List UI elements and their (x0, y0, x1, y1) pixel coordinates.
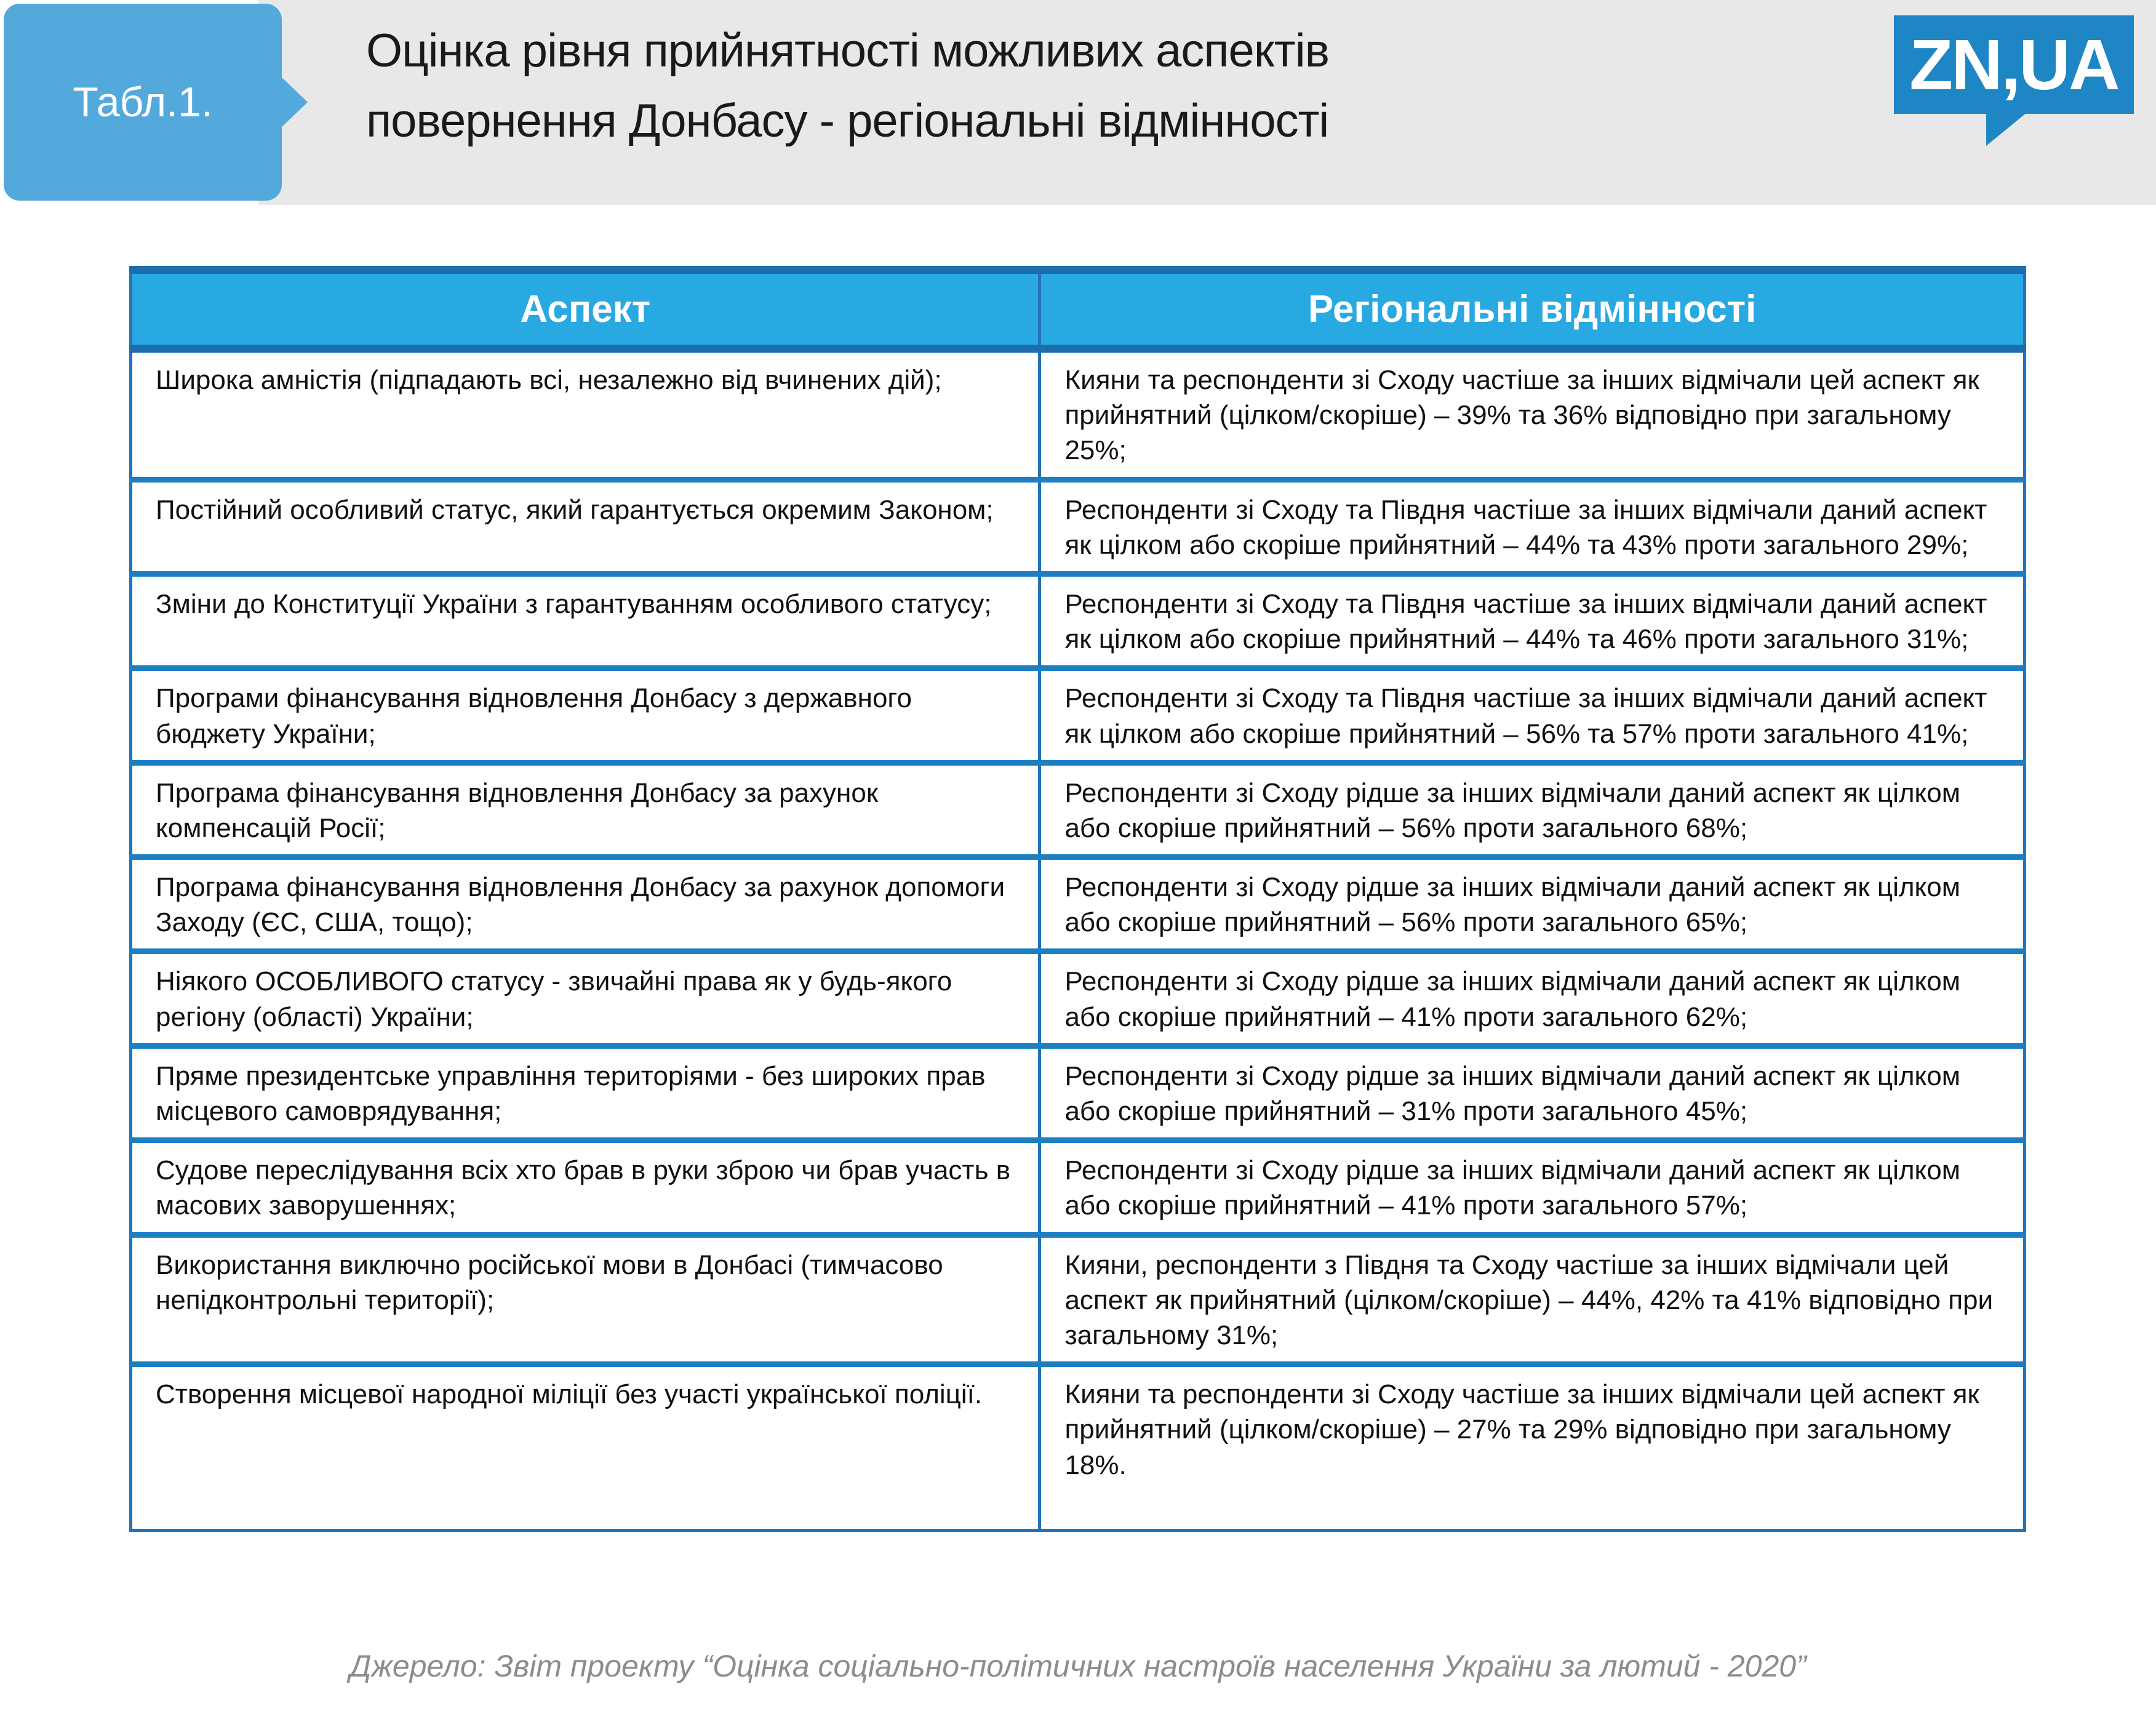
znua-logo-text: ZN,UA (1909, 25, 2118, 105)
logo-speech-tail (1986, 113, 2027, 146)
aspect-cell: Ніякого ОСОБЛИВОГО статусу - звичайні права як у будь-якого регіону (області) України; (131, 952, 1040, 1046)
aspect-cell: Постійний особливий статус, який гарантується окремим Законом; (131, 479, 1040, 574)
table-row (131, 1140, 2025, 1235)
table-header-row (131, 270, 2025, 349)
table-body (131, 349, 2025, 1531)
aspect-cell: Програма фінансування відновлення Донбасу за рахунок компенсацій Росії; (131, 763, 1040, 857)
column-header-aspect: Аспект (131, 270, 1040, 349)
difference-cell: Респонденти зі Сходу рідше за інших відмічали даний аспект як цілком або скоріше прийнятний – 56% проти загального 65%; (1040, 857, 2025, 952)
aspect-cell: Використання виключно російської мови в Донбасі (тимчасово непідконтрольні території); (131, 1235, 1040, 1364)
difference-cell: Кияни, респонденти з Півдня та Сходу частіше за інших відмічали цей аспект як прийнятний (цілком/скоріше) – 44%, 42% та 41% відповідно при загальному 31%; (1040, 1235, 2025, 1364)
difference-cell: Респонденти зі Сходу та Півдня частіше за інших відмічали даний аспект як цілком або скоріше прийнятний – 56% та 57% проти загального 41%; (1040, 668, 2025, 763)
aspect-cell: Пряме президентське управління територіями - без широких прав місцевого самоврядування; (131, 1046, 1040, 1140)
source-note: Джерело: Звіт проекту “Оцінка соціально-політичних настроїв населення України за лютий - 2020” (349, 1649, 1807, 1683)
difference-cell: Респонденти зі Сходу рідше за інших відмічали даний аспект як цілком або скоріше прийнятний – 41% проти загального 57%; (1040, 1140, 2025, 1235)
difference-cell: Респонденти зі Сходу рідше за інших відмічали даний аспект як цілком або скоріше прийнятний – 31% проти загального 45%; (1040, 1046, 2025, 1140)
table-row (131, 763, 2025, 857)
aspect-cell: Широка амністія (підпадають всі, незалежно від вчинених дій); (156, 365, 942, 395)
page-title-line-2: повернення Донбасу - регіональні відмінності (366, 95, 1329, 147)
aspect-cell: Судове переслідування всіх хто брав в руки зброю чи брав участь в масових заворушеннях; (131, 1140, 1040, 1235)
aspect-cell: Створення місцевої народної міліції без участі української поліції. (131, 1364, 1040, 1531)
aspect-cell: Зміни до Конституції України з гарантуванням особливого статусу; (131, 574, 1040, 668)
table-row (131, 1046, 2025, 1140)
column-header-differences: Регіональні відмінності (1040, 270, 2025, 349)
difference-cell: Респонденти зі Сходу рідше за інших відмічали даний аспект як цілком або скоріше прийнятний – 41% проти загального 62%; (1040, 952, 2025, 1046)
znua-logo (1894, 15, 2134, 114)
page-title-line-1: Оцінка рівня прийнятності можливих аспектів (366, 25, 1329, 77)
table-row (131, 479, 2025, 574)
table-row (131, 574, 2025, 668)
difference-cell: Респонденти зі Сходу та Півдня частіше за інших відмічали даний аспект як цілком або скоріше прийнятний – 44% та 43% проти загального 29%; (1040, 479, 2025, 574)
table-row (131, 349, 2025, 480)
table-row (131, 857, 2025, 952)
table-row (131, 1364, 2025, 1531)
difference-cell: Респонденти зі Сходу рідше за інших відмічали даний аспект як цілком або скоріше прийнятний – 56% проти загального 68%; (1040, 763, 2025, 857)
difference-cell: Кияни та респонденти зі Сходу частіше за інших відмічали цей аспект як прийнятний (цілком/скоріше) – 39% та 36% відповідно при загальному 25%; (1040, 349, 2025, 480)
difference-cell: Кияни та респонденти зі Сходу частіше за інших відмічали цей аспект як прийнятний (цілком/скоріше) – 27% та 29% відповідно при загальному 18%. (1040, 1364, 2025, 1531)
difference-cell: Респонденти зі Сходу та Півдня частіше за інших відмічали даний аспект як цілком або скоріше прийнятний – 44% та 46% проти загального 31%; (1040, 574, 2025, 668)
table-row (131, 952, 2025, 1046)
page-title (366, 16, 1329, 156)
comparison-table (129, 266, 2026, 1532)
table-row (131, 1235, 2025, 1364)
aspect-cell: Програма фінансування відновлення Донбасу за рахунок допомоги Заходу (ЄС, США, тощо); (131, 857, 1040, 952)
table-number-label (4, 4, 282, 201)
aspect-cell: Програми фінансування відновлення Донбасу з державного бюджету України; (131, 668, 1040, 763)
table-number-text: Табл.1. (73, 79, 213, 126)
table-row (131, 668, 2025, 763)
